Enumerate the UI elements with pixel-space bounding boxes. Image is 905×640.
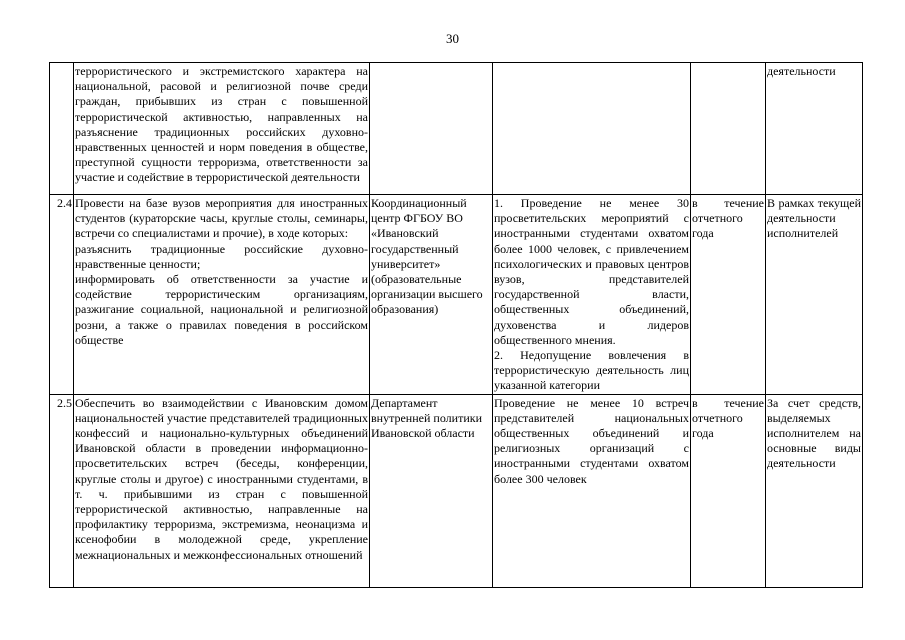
plan-table	[49, 62, 863, 588]
funding-cell: За счет средств, выделяемых исполнителем на основные виды деятельности	[766, 394, 863, 587]
activity-cell: Обеспечить во взаимодействии с Ивановским домом национальностей участие представителей традиционных конфессий и национально-культурных объединений Ивановской области в проведении информационно-просветительских встреч (беседы, конференции, круглые столы и другое) с иностранными студентами, в т. ч. прибывшими из стран с повышенной террористической активностью, направленные на профилактику терроризма, экстремизма, неонацизма и ксенофобии в молодежной среде, укрепление межнациональных и межконфессиональных отношений	[74, 394, 370, 587]
table-row	[50, 195, 863, 395]
funding-cell: В рамках текущей деятельности исполнителей	[766, 195, 863, 395]
deadline-cell	[691, 63, 766, 195]
result-cell: 1. Проведение не менее 30 просветительских мероприятий с иностранными студентами охватом более 1000 человек, с привлечением психологических и правовых центров вузов, представителей государственной власти, общественных объединений, духовенства и лидеров общественного мнения. 2. Недопущение вовлечения в террористическую деятельность лиц указанной категории	[494, 196, 689, 393]
deadline-cell: в течение отчетного года	[691, 195, 766, 395]
result-cell	[493, 63, 691, 195]
table-row	[50, 63, 863, 195]
funding-cell: деятельности	[766, 63, 863, 195]
executor-cell	[370, 63, 493, 195]
activity-cell: Провести на базе вузов мероприятия для иностранных студентов (кураторские часы, круглые столы, семинары, встречи со специалистами и прочие), в ходе которых: разъяснить традиционные российские духовно-нравственные ценности; информировать об ответственности за участие и содействие террористическим организациям, разжигание социальной, национальной и религиозной розни, а также о правилах поведения в российском обществе	[74, 195, 370, 395]
table-row	[50, 394, 863, 587]
deadline-cell: в течение отчетного года	[691, 394, 766, 587]
row-number-cell: 2.4	[50, 195, 74, 395]
executor-cell: Координационный центр ФГБОУ ВО «Ивановский государственный университет» (образовательные организации высшего образования)	[370, 195, 493, 395]
page-number: 30	[446, 31, 459, 46]
executor-cell: Департамент внутренней политики Ивановской области	[370, 394, 493, 587]
row-number-cell	[50, 63, 74, 195]
result-cell: Проведение не менее 10 встреч представителей национальных общественных объединений и религиозных организаций с иностранными студентами охватом более 300 человек	[493, 394, 691, 587]
activity-cell: террористического и экстремистского характера на национальной, расовой и религиозной почве среди граждан, прибывших из стран с повышенной террористической активностью, направленных на разъяснение традиционных российских духовно-нравственных ценностей и норм поведения в обществе, преступной сущности терроризма, ответственности за участие и содействие в террористической деятельности	[74, 63, 370, 195]
row-number-cell: 2.5	[50, 394, 74, 587]
